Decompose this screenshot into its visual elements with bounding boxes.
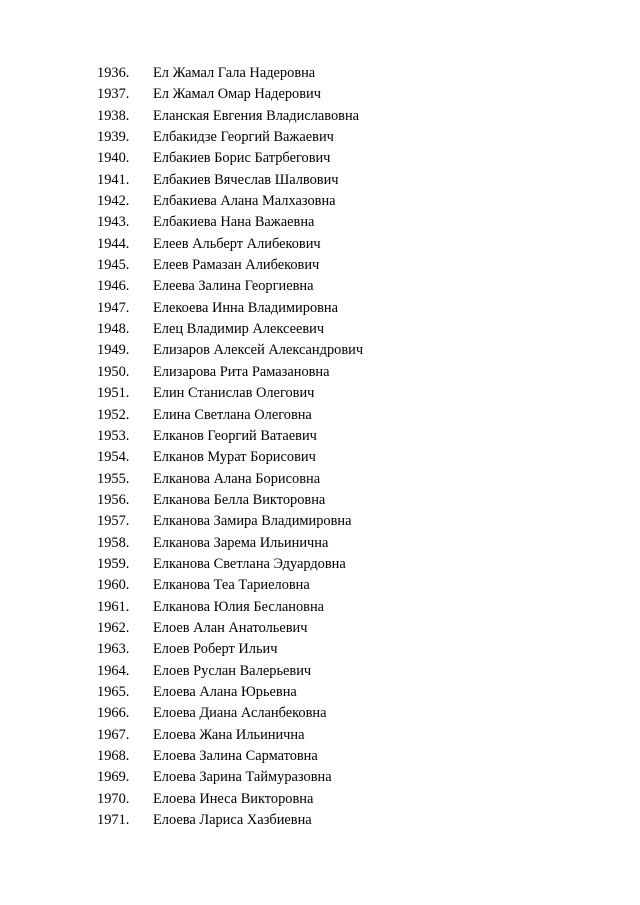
item-number: 1961. [97,598,130,615]
person-name: Елканова Зарема Ильинична [153,534,329,551]
person-name: Елина Светлана Олеговна [153,406,312,423]
person-name: Елоева Алана Юрьевна [153,683,297,700]
item-number: 1953. [97,427,130,444]
item-number: 1952. [97,406,130,423]
item-number: 1971. [97,812,130,829]
list-item [97,170,363,191]
person-name: Елканова Теа Тариеловна [153,577,310,594]
item-number: 1940. [97,150,130,167]
item-number: 1969. [97,769,130,786]
list-item [97,746,363,767]
item-number: 1967. [97,726,130,743]
list-item [97,810,363,831]
item-number: 1950. [97,363,130,380]
item-number: 1945. [97,257,130,274]
list-item [97,661,363,682]
person-name: Елоева Диана Асланбековна [153,705,327,722]
item-number: 1962. [97,619,130,636]
item-number: 1943. [97,214,130,231]
list-item [97,426,363,447]
person-name: Елекоева Инна Владимировна [153,299,339,316]
list-item [97,276,363,297]
person-name: Елин Станислав Олегович [153,385,315,402]
list-item [97,212,363,233]
person-name: Елбакиева Нана Важаевна [153,214,315,231]
person-name: Елоева Инеса Викторовна [153,790,314,807]
list-item [97,84,363,105]
item-number: 1960. [97,577,130,594]
person-name: Ел Жамал Гала Надеровна [153,65,316,81]
item-number: 1968. [97,748,130,764]
list-item [97,511,363,532]
person-name: Ел Жамал Омар Надерович [153,86,321,103]
list-item [97,383,363,404]
person-name: Елизаров Алексей Александрович [153,342,364,359]
person-name: Елеев Рамазан Алибекович [153,257,320,274]
list-item [97,362,363,383]
item-number: 1939. [97,129,130,146]
list-item [97,767,363,788]
person-name: Елканова Замира Владимировна [153,513,352,530]
item-number: 1949. [97,342,130,359]
list-item [97,554,363,575]
item-number: 1958. [97,534,130,551]
item-number: 1965. [97,683,130,700]
item-number: 1947. [97,299,130,316]
item-number: 1966. [97,705,130,722]
item-number: 1964. [97,662,130,679]
item-number: 1956. [97,491,130,508]
numbered-name-list [97,63,363,831]
list-item [97,106,363,127]
list-item [97,490,363,511]
person-name: Елоев Алан Анатольевич [153,619,308,636]
person-name: Елеев Альберт Алибекович [153,235,321,252]
list-item [97,340,363,361]
list-item [97,405,363,426]
person-name: Елоева Жана Ильинична [153,726,305,743]
person-name: Елоева Лариса Хазбиевна [153,812,312,829]
item-number: 1941. [97,171,130,188]
item-number: 1959. [97,555,130,572]
list-item [97,255,363,276]
person-name: Елоева Зарина Таймуразовна [153,769,332,786]
list-item [97,127,363,148]
list-item [97,63,363,84]
person-name: Еланская Евгения Владиславовна [153,107,360,124]
item-number: 1970. [97,790,130,807]
person-name: Елизарова Рита Рамазановна [153,363,330,380]
list-item [97,298,363,319]
person-name: Елканов Георгий Ватаевич [153,427,317,444]
list-item [97,618,363,639]
item-number: 1942. [97,193,130,210]
person-name: Елканова Белла Викторовна [153,491,326,508]
list-item [97,234,363,255]
list-item [97,191,363,212]
person-name: Елбакидзе Георгий Важаевич [153,129,334,146]
list-item [97,789,363,810]
person-name: Елканова Алана Борисовна [153,470,321,487]
list-item [97,682,363,703]
item-number: 1936. [97,65,130,81]
person-name: Елбакиева Алана Малхазовна [153,193,336,210]
item-number: 1948. [97,321,130,338]
list-item [97,725,363,746]
person-name: Елоева Залина Сарматовна [153,748,318,764]
item-number: 1955. [97,470,130,487]
item-number: 1957. [97,513,130,530]
list-item [97,533,363,554]
list-item [97,319,363,340]
item-number: 1937. [97,86,130,103]
item-number: 1954. [97,449,130,466]
list-item [97,639,363,660]
item-number: 1963. [97,641,130,658]
person-name: Елканова Юлия Беслановна [153,598,325,615]
list-item [97,469,363,490]
list-item [97,447,363,468]
item-number: 1951. [97,385,130,402]
item-number: 1938. [97,107,130,124]
item-number: 1946. [97,278,130,295]
list-item [97,575,363,596]
person-name: Елканов Мурат Борисович [153,449,316,466]
person-name: Елканова Светлана Эдуардовна [153,555,346,572]
person-name: Елбакиев Вячеслав Шалвович [153,171,339,188]
person-name: Елец Владимир Алексеевич [153,321,325,338]
person-name: Елоев Роберт Ильич [153,641,278,658]
item-number: 1944. [97,235,130,252]
person-name: Елбакиев Борис Батрбегович [153,150,331,167]
list-item [97,597,363,618]
list-item [97,148,363,169]
person-name: Елеева Залина Георгиевна [153,278,314,295]
person-name: Елоев Руслан Валерьевич [153,662,312,679]
list-item [97,703,363,724]
